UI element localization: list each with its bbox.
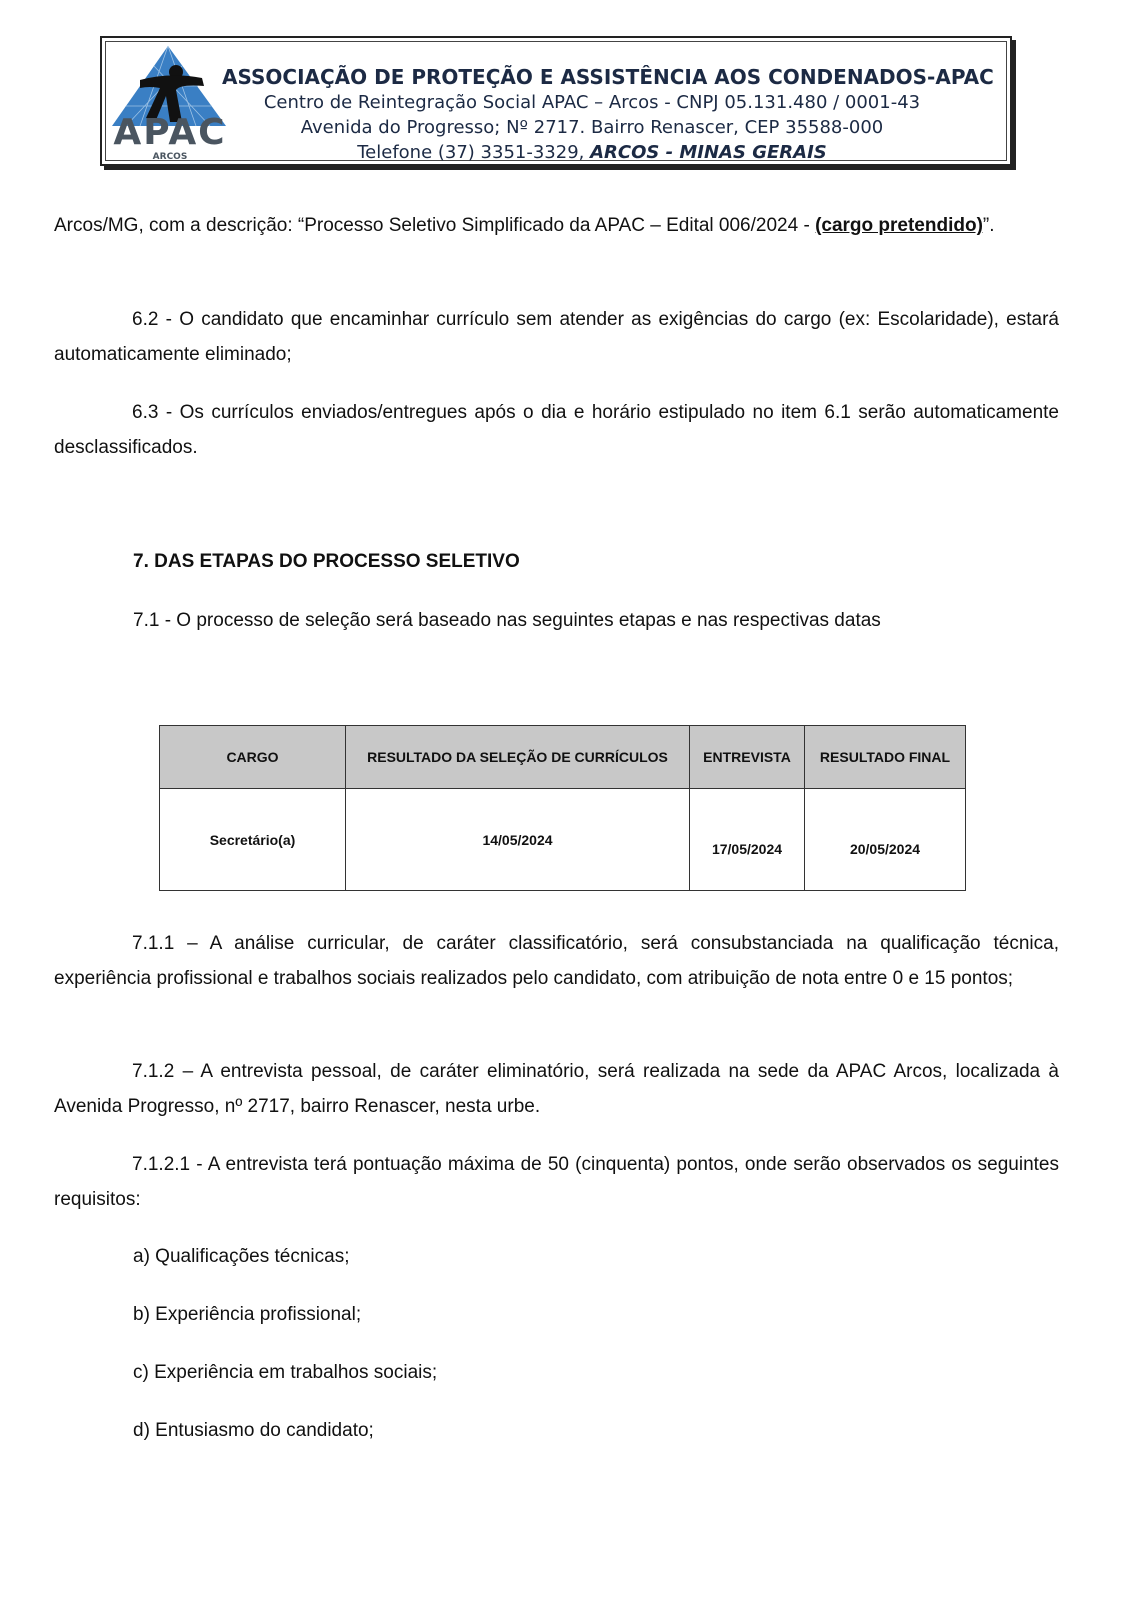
header-cargo: CARGO [160, 726, 346, 789]
intro-end: ”. [982, 215, 995, 236]
organization-address: Avenida do Progresso; Nº 2717. Bairro Renascer, CEP 35588-000 [300, 117, 884, 138]
table-header-row [160, 726, 966, 789]
paragraph-7-1-2-1 [54, 1147, 1059, 1217]
list-item: a) Qualificações técnicas; [133, 1246, 350, 1267]
letterhead [100, 36, 1012, 166]
section-heading-7: 7. DAS ETAPAS DO PROCESSO SELETIVO [133, 551, 520, 572]
header-entrevista: ENTREVISTA [690, 726, 805, 789]
organization-name: ASSOCIAÇÃO DE PROTEÇÃO E ASSISTÊNCIA AOS CONDENADOS-APAC [222, 65, 994, 89]
list-item: c) Experiência em trabalhos sociais; [133, 1362, 438, 1383]
organization-cnpj: Centro de Reintegração Social APAC – Arcos - CNPJ 05.131.480 / 0001-43 [263, 92, 921, 113]
logo-subtext: ARCOS [152, 152, 188, 162]
cell-entrevista: 17/05/2024 [690, 789, 805, 891]
intro-text: Arcos/MG, com a descrição: “Processo Seletivo Simplificado da APAC – Edital 006/2024 - [54, 215, 816, 236]
paragraph-7-1: 7.1 - O processo de seleção será baseado nas seguintes etapas e nas respectivas datas [133, 610, 881, 631]
cargo-pretendido: (cargo pretendido) [815, 215, 983, 236]
paragraph-6-2 [54, 302, 1059, 372]
paragraph-6-3 [54, 395, 1059, 465]
logo-wordmark: APAC [113, 112, 227, 153]
paragraph-7-1-1-text: 7.1.1 – A análise curricular, de caráter classificatório, será consubstanciada na qualificação técnica, experiência profissional e trabalhos sociais realizados pelo candidato, com atribuição de nota entre 0 e 15 pontos; [54, 933, 1059, 989]
paragraph-7-1-2 [54, 1054, 1059, 1124]
paragraph-7-1-2-text: 7.1.2 – A entrevista pessoal, de caráter eliminatório, será realizada na sede da APAC Arcos, localizada à Avenida Progresso, nº 2717, bairro Renascer, nesta urbe. [54, 1061, 1059, 1117]
schedule-table [159, 725, 966, 891]
paragraph-7-1-2-1-text: 7.1.2.1 - A entrevista terá pontuação máxima de 50 (cinquenta) pontos, onde serão observados os seguintes requisitos: [54, 1154, 1059, 1210]
table-row [160, 789, 966, 891]
list-item: d) Entusiasmo do candidato; [133, 1420, 374, 1441]
list-item: b) Experiência profissional; [133, 1304, 362, 1325]
cell-cargo: Secretário(a) [160, 789, 346, 891]
cell-resultado-final: 20/05/2024 [805, 789, 966, 891]
header-resultado-selecao: RESULTADO DA SELEÇÃO DE CURRÍCULOS [346, 726, 690, 789]
paragraph-6-2-text: 6.2 - O candidato que encaminhar currículo sem atender as exigências do cargo (ex: Escolaridade), estará automaticamente eliminado; [54, 309, 1059, 365]
organization-phone [222, 140, 962, 165]
phone-text: Telefone (37) 3351-3329, [357, 142, 591, 163]
header-resultado-final: RESULTADO FINAL [805, 726, 966, 789]
letterhead-text [222, 64, 994, 165]
paragraph-6-3-text: 6.3 - Os currículos enviados/entregues após o dia e horário estipulado no item 6.1 serão automaticamente desclassificados. [54, 402, 1059, 458]
paragraph-intro [54, 208, 1059, 243]
cell-resultado-selecao: 14/05/2024 [346, 789, 690, 891]
city-state: ARCOS - MINAS GERAIS [590, 142, 827, 163]
paragraph-7-1-1 [54, 926, 1059, 996]
